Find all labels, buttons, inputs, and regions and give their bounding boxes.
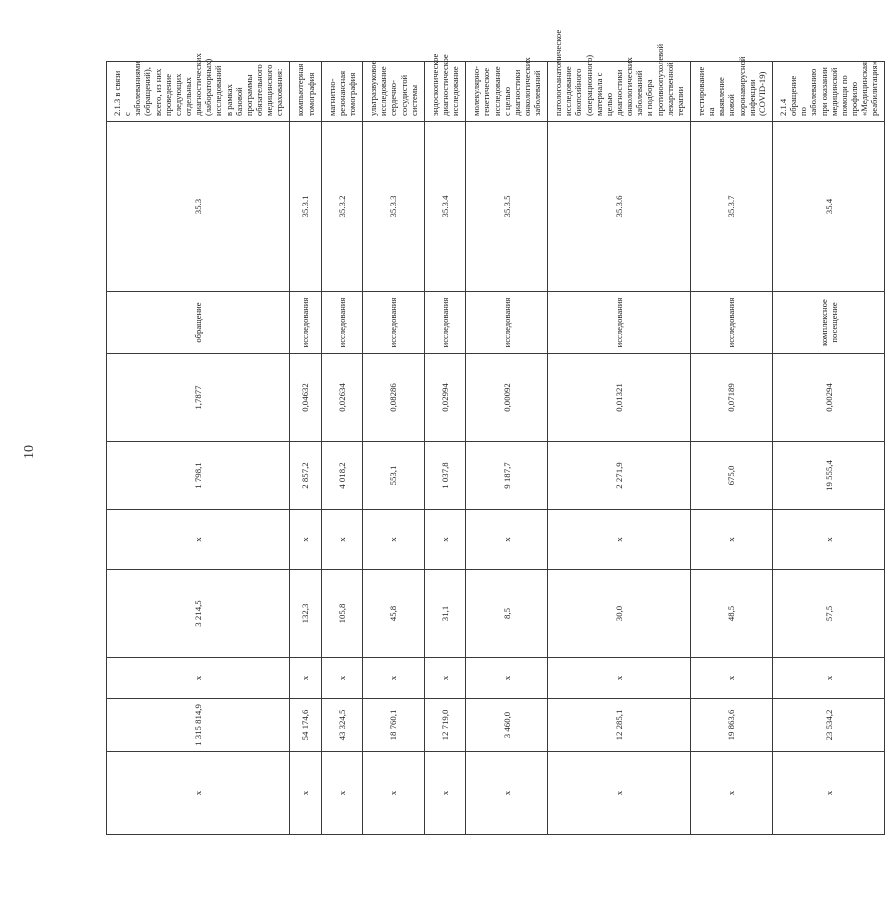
norm-volume: 0,00092: [466, 354, 548, 442]
per-capita: 31,1: [424, 570, 465, 658]
table-region: [106, 29, 880, 835]
cell-x: x: [773, 752, 885, 835]
row-name: компьютерная томография: [290, 62, 321, 122]
row-unit: комплексное посещение: [773, 292, 885, 354]
total-value: 12 719,0: [424, 699, 465, 752]
cell-x: x: [424, 510, 465, 570]
row-name: ультразвуковое исследование сердечно-сосудистой системы: [363, 62, 425, 122]
per-capita: 3 214,5: [107, 570, 290, 658]
per-capita: 132,3: [290, 570, 321, 658]
norm-cost: 1 037,8: [424, 442, 465, 510]
cell-x: x: [290, 510, 321, 570]
cell-x: x: [321, 510, 362, 570]
per-capita: 45,8: [363, 570, 425, 658]
row-code: 35.4: [773, 122, 885, 292]
cell-x: x: [466, 510, 548, 570]
table-row: [290, 62, 321, 835]
cell-x: x: [773, 658, 885, 699]
cell-x: x: [424, 658, 465, 699]
financing-table: [106, 29, 885, 835]
cell-x: x: [691, 658, 773, 699]
norm-volume: 1,7877: [107, 354, 290, 442]
cell-x: x: [107, 658, 290, 699]
total-value: 12 285,1: [548, 699, 691, 752]
cell-x: x: [466, 658, 548, 699]
norm-volume: 0,00294: [773, 354, 885, 442]
row-unit: исследования: [290, 292, 321, 354]
page-number: 10: [22, 445, 37, 459]
cell-x: x: [424, 752, 465, 835]
row-unit: исследования: [466, 292, 548, 354]
cell-x: x: [773, 510, 885, 570]
table-row: [424, 62, 465, 835]
table-row: [691, 62, 773, 835]
table-row: [363, 62, 425, 835]
cell-x: x: [321, 752, 362, 835]
row-name: тестирование на выявление новой коронавирусной инфекции (COVID-19): [691, 62, 773, 122]
table-row: [107, 62, 290, 835]
per-capita: 57,5: [773, 570, 885, 658]
norm-cost: 19 555,4: [773, 442, 885, 510]
row-name: магнитно-резонансная томография: [321, 62, 362, 122]
norm-volume: 0,08286: [363, 354, 425, 442]
cell-x: x: [548, 752, 691, 835]
table-row: [466, 62, 548, 835]
table-body: [107, 29, 885, 835]
cell-x: x: [290, 658, 321, 699]
row-name: эндоскопическое диагностическое исследование: [424, 62, 465, 122]
total-value: 19 863,6: [691, 699, 773, 752]
cell-x: x: [548, 510, 691, 570]
row-code: 35.3.1: [290, 122, 321, 292]
norm-cost: 9 187,7: [466, 442, 548, 510]
row-code: 35.3: [107, 122, 290, 292]
per-capita: 105,8: [321, 570, 362, 658]
row-code: 35.3.2: [321, 122, 362, 292]
row-unit: обращение: [107, 292, 290, 354]
row-code: 35.3.6: [548, 122, 691, 292]
row-unit: исследования: [363, 292, 425, 354]
row-unit: исследования: [548, 292, 691, 354]
total-value: 54 174,6: [290, 699, 321, 752]
row-code: 35.3.5: [466, 122, 548, 292]
cell-x: x: [363, 752, 425, 835]
total-value: 43 324,5: [321, 699, 362, 752]
table-row: [773, 62, 885, 835]
row-name: 2.1.3 в связи с заболеваниями (обращений), всего, из них проведение следующих отдельных диагностических (лабораторных) исследований в рамках базовой программы обязательного медицинского страхования:: [107, 62, 290, 122]
cell-x: x: [107, 510, 290, 570]
norm-cost: 4 018,2: [321, 442, 362, 510]
norm-cost: 2 857,2: [290, 442, 321, 510]
cell-x: x: [107, 752, 290, 835]
total-value: 23 534,2: [773, 699, 885, 752]
table-row: [548, 62, 691, 835]
row-unit: исследования: [321, 292, 362, 354]
row-name: 2.1.4 обращение по заболеванию при оказании медицинской помощи по профилю «Медицинская реабилитация»: [773, 62, 885, 122]
row-code: 35.3.3: [363, 122, 425, 292]
cell-x: x: [548, 658, 691, 699]
norm-cost: 553,1: [363, 442, 425, 510]
per-capita: 30,0: [548, 570, 691, 658]
cell-x: x: [290, 752, 321, 835]
cell-x: x: [363, 658, 425, 699]
per-capita: 8,5: [466, 570, 548, 658]
per-capita: 48,5: [691, 570, 773, 658]
table-row: [321, 62, 362, 835]
row-name: патологоанатомическое исследование биопсийного (операционного) материала с целью диагностики онкологических заболеваний и подбора противоопухолевой лекарственной терапии: [548, 62, 691, 122]
cell-x: x: [466, 752, 548, 835]
norm-cost: 1 798,1: [107, 442, 290, 510]
norm-volume: 0,04632: [290, 354, 321, 442]
norm-cost: 675,0: [691, 442, 773, 510]
total-value: 1 315 814,9: [107, 699, 290, 752]
cell-x: x: [691, 752, 773, 835]
total-value: 3 460,0: [466, 699, 548, 752]
row-code: 35.3.7: [691, 122, 773, 292]
norm-volume: 0,01321: [548, 354, 691, 442]
cell-x: x: [321, 658, 362, 699]
norm-volume: 0,02634: [321, 354, 362, 442]
row-unit: исследования: [691, 292, 773, 354]
norm-volume: 0,02994: [424, 354, 465, 442]
row-code: 35.3.4: [424, 122, 465, 292]
total-value: 18 760,1: [363, 699, 425, 752]
row-name: молекулярно-генетическое исследование с целью диагностики онкологических заболеваний: [466, 62, 548, 122]
row-unit: исследования: [424, 292, 465, 354]
cell-x: x: [691, 510, 773, 570]
cell-x: x: [363, 510, 425, 570]
norm-volume: 0,07189: [691, 354, 773, 442]
rotated-table-container: [106, 29, 880, 835]
norm-cost: 2 271,9: [548, 442, 691, 510]
